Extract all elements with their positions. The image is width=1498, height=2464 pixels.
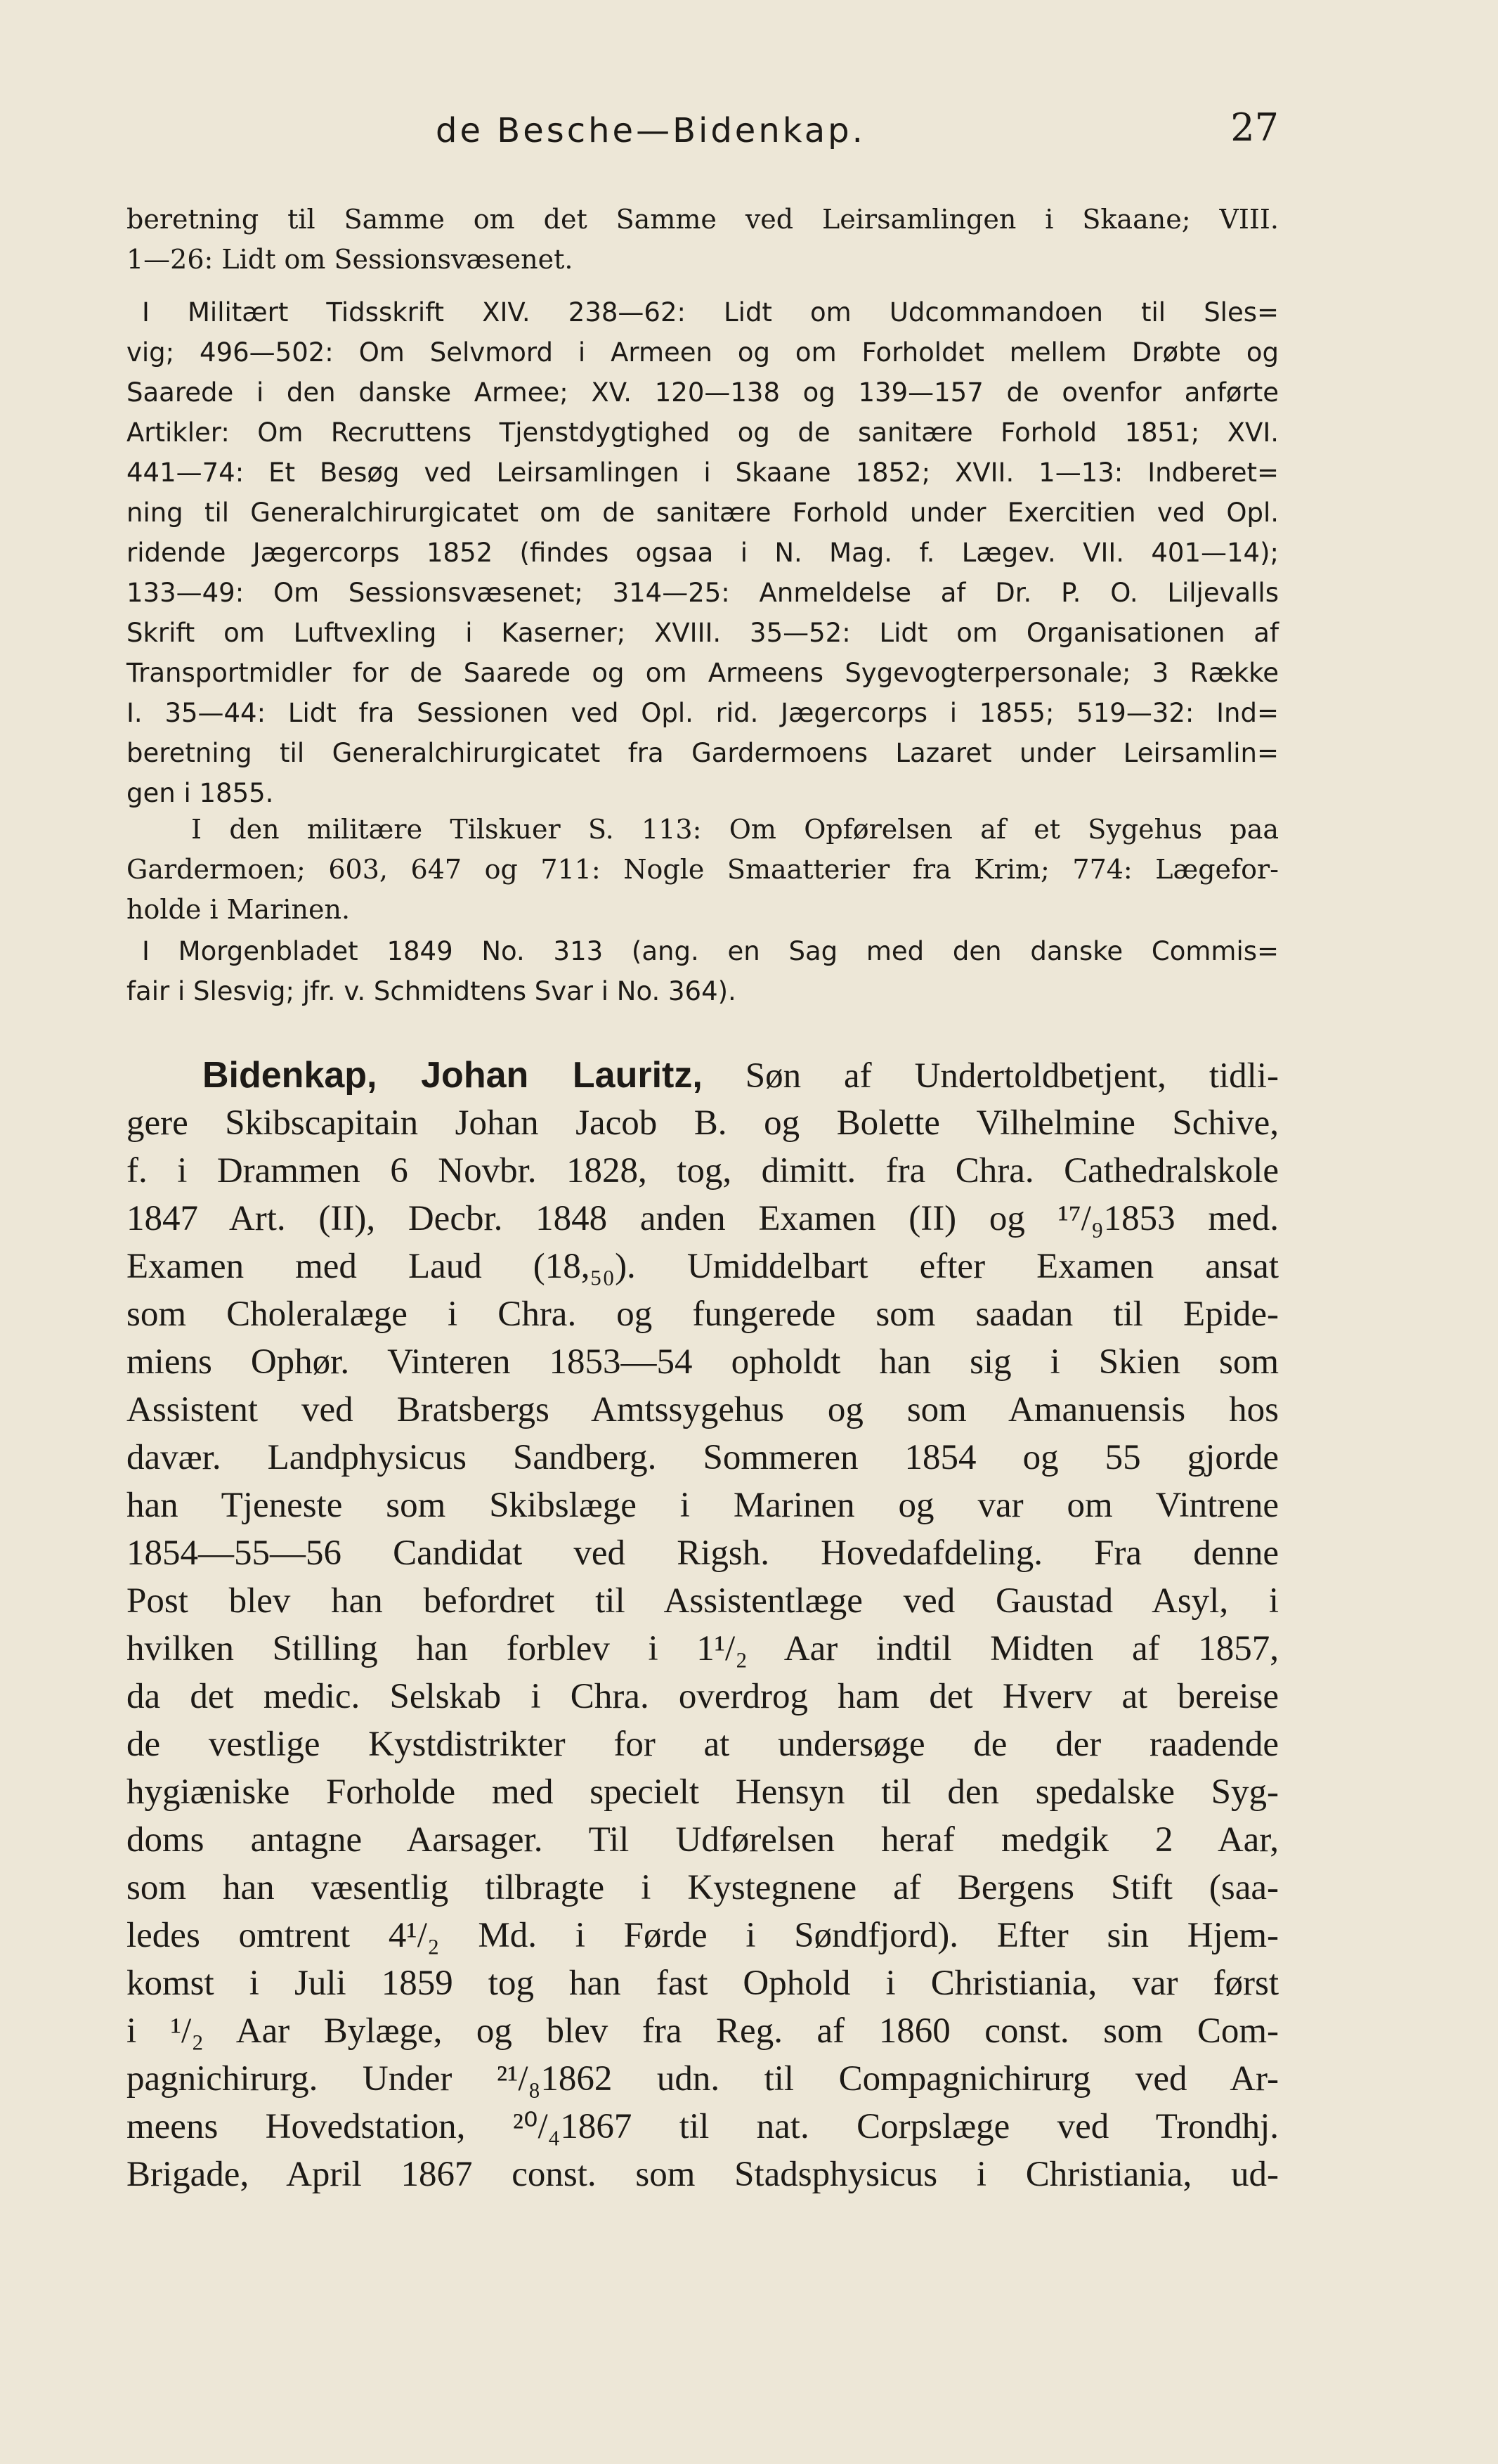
- entry-first-line: [126, 1051, 1279, 1099]
- bibliography-line: gen i 1855.: [126, 778, 274, 808]
- bibliography-line: holde i Marinen.: [126, 894, 351, 925]
- entry-line: Examen med Laud (18,₅₀). Umiddelbart efter Examen ansat: [126, 1247, 1279, 1286]
- entry-line: f. i Drammen 6 Novbr. 1828, tog, dimitt. fra Chra. Cathedralskole: [126, 1151, 1279, 1191]
- running-head: de Besche—Bidenkap.: [436, 111, 866, 150]
- bibliography-line: Transportmidler for de Saarede og om Armeens Sygevogterpersonale; 3 Række: [126, 658, 1279, 688]
- militaere-tilskuer-paragraph: [126, 810, 1279, 930]
- entry-line: meens Hovedstation, ²⁰/₄1867 til nat. Corpslæge ved Trondhj.: [126, 2107, 1279, 2146]
- page-number: 27: [1230, 105, 1279, 150]
- entry-line: doms antagne Aarsager. Til Udførelsen heraf medgik 2 Aar,: [126, 1820, 1279, 1860]
- bibliography-line: 133—49: Om Sessionsvæsenet; 314—25: Anmeldelse af Dr. P. O. Liljevalls: [126, 578, 1279, 608]
- entry-line: de vestlige Kystdistrikter for at undersøge de der raadende: [126, 1725, 1279, 1764]
- entry-line: Assistent ved Bratsbergs Amtssygehus og som Amanuensis hos: [126, 1390, 1279, 1429]
- entry-text: Søn af Undertoldbetjent, tidli-: [745, 1056, 1279, 1096]
- bibliography-line: Gardermoen; 603, 647 og 711: Nogle Smaatterier fra Krim; 774: Lægefor-: [126, 854, 1279, 885]
- bibliography-continuation: [126, 200, 1279, 280]
- morgenbladet-paragraph: [126, 931, 1279, 1011]
- bibliography-line: beretning til Samme om det Samme ved Leirsamlingen i Skaane; VIII.: [126, 204, 1279, 235]
- entry-line: Post blev han befordret til Assistentlæge ved Gaustad Asyl, i: [126, 1581, 1279, 1621]
- entry-name: Bidenkap, Johan Lauritz,: [202, 1055, 703, 1096]
- entry-line: pagnichirurg. Under ²¹/₈1862 udn. til Compagnichirurg ved Ar-: [126, 2059, 1279, 2099]
- bibliography-line: ridende Jægercorps 1852 (findes ogsaa i N. Mag. f. Lægev. VII. 401—14);: [126, 538, 1279, 568]
- bibliography-line: Saarede i den danske Armee; XV. 120—138 og 139—157 de ovenfor anførte: [126, 377, 1279, 408]
- page-header: [126, 105, 1279, 162]
- entry-line: i ¹/₂ Aar Bylæge, og blev fra Reg. af 1860 const. som Com-: [126, 2011, 1279, 2051]
- biography-entry: [126, 1051, 1279, 2198]
- entry-line: 1847 Art. (II), Decbr. 1848 anden Examen (II) og ¹⁷/₉1853 med.: [126, 1199, 1279, 1238]
- entry-line: hvilken Stilling han forblev i 1¹/₂ Aar indtil Midten af 1857,: [126, 1629, 1279, 1668]
- entry-line: han Tjeneste som Skibslæge i Marinen og var om Vintrene: [126, 1486, 1279, 1525]
- bibliography-line: I Morgenbladet 1849 No. 313 (ang. en Sag med den danske Commis=: [142, 936, 1279, 966]
- bibliography-line: I. 35—44: Lidt fra Sessionen ved Opl. rid. Jægercorps i 1855; 519—32: Ind=: [126, 698, 1279, 728]
- bibliography-line: 441—74: Et Besøg ved Leirsamlingen i Skaane 1852; XVII. 1—13: Indberet=: [126, 458, 1279, 488]
- bibliography-line: I Militært Tidsskrift XIV. 238—62: Lidt om Udcommandoen til Sles=: [142, 297, 1279, 328]
- bibliography-line: Skrift om Luftvexling i Kaserner; XVIII. 35—52: Lidt om Organisationen af: [126, 618, 1279, 648]
- entry-line: Brigade, April 1867 const. som Stadsphysicus i Christiania, ud-: [126, 2155, 1279, 2194]
- bibliography-line: beretning til Generalchirurgicatet fra Gardermoens Lazaret under Leirsamlin=: [126, 738, 1279, 768]
- entry-line: som han væsentlig tilbragte i Kystegnene af Bergens Stift (saa-: [126, 1868, 1279, 1907]
- entry-line: 1854—55—56 Candidat ved Rigsh. Hovedafdeling. Fra denne: [126, 1533, 1279, 1573]
- bibliography-line: Artikler: Om Recruttens Tjenstdygtighed og de sanitære Forhold 1851; XVI.: [126, 417, 1279, 448]
- bibliography-line: I den militære Tilskuer S. 113: Om Opførelsen af et Sygehus paa: [191, 814, 1279, 845]
- bibliography-line: 1—26: Lidt om Sessionsvæsenet.: [126, 244, 573, 275]
- entry-line: komst i Juli 1859 tog han fast Ophold i Christiania, var først: [126, 1964, 1279, 2003]
- militaert-tidsskrift-paragraph: [126, 292, 1279, 813]
- entry-line: miens Ophør. Vinteren 1853—54 opholdt han sig i Skien som: [126, 1342, 1279, 1382]
- entry-line: da det medic. Selskab i Chra. overdrog ham det Hverv at bereise: [126, 1677, 1279, 1716]
- entry-line: davær. Landphysicus Sandberg. Sommeren 1854 og 55 gjorde: [126, 1438, 1279, 1477]
- entry-line: gere Skibscapitain Johan Jacob B. og Bolette Vilhelmine Schive,: [126, 1103, 1279, 1143]
- bibliography-line: ning til Generalchirurgicatet om de sanitære Forhold under Exercitien ved Opl.: [126, 498, 1279, 528]
- entry-line: hygiæniske Forholde med specielt Hensyn til den spedalske Syg-: [126, 1772, 1279, 1812]
- bibliography-line: fair i Slesvig; jfr. v. Schmidtens Svar i No. 364).: [126, 976, 736, 1006]
- entry-line: ledes omtrent 4¹/₂ Md. i Førde i Søndfjord). Efter sin Hjem-: [126, 1916, 1279, 1955]
- entry-line: som Choleralæge i Chra. og fungerede som saadan til Epide-: [126, 1295, 1279, 1334]
- bibliography-line: vig; 496—502: Om Selvmord i Armeen og om Forholdet mellem Drøbte og: [126, 337, 1279, 368]
